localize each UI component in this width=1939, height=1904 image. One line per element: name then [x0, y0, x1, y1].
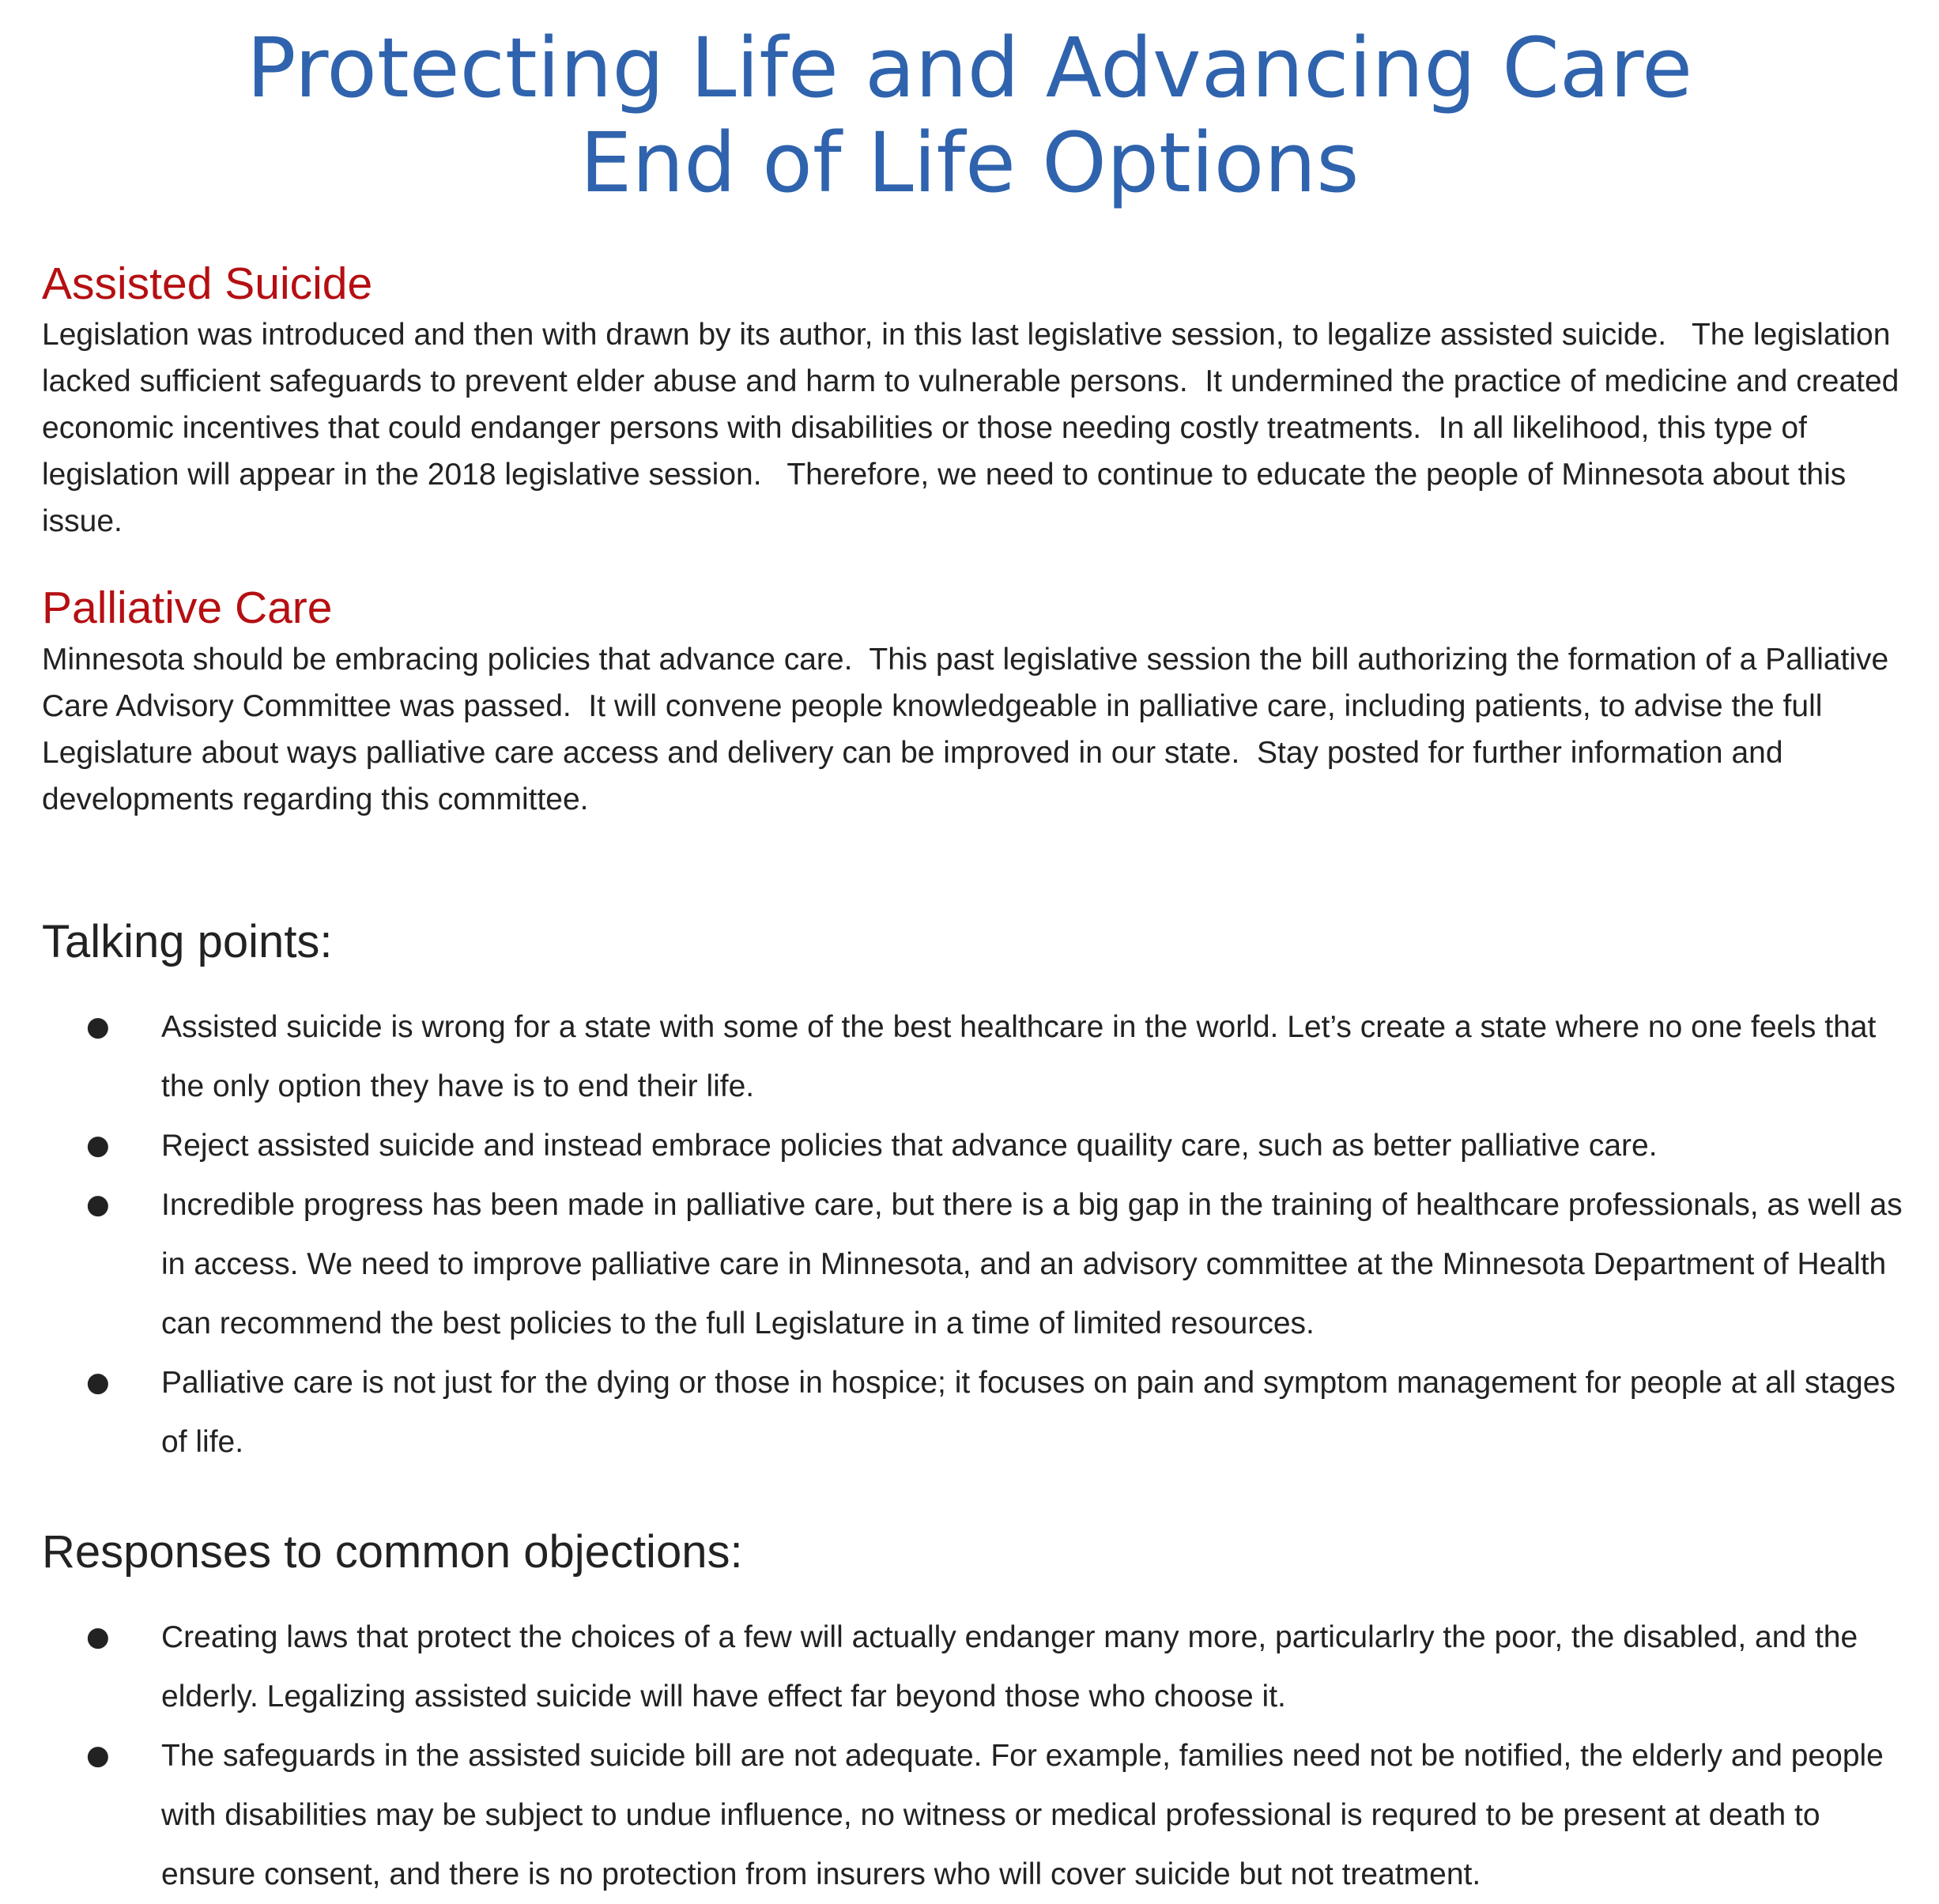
- objections-list: [0, 1608, 1939, 1904]
- bullet-icon: ●: [86, 1129, 110, 1161]
- bullet-icon: ●: [86, 1621, 110, 1653]
- list-item: [0, 1608, 1939, 1726]
- list-item: [0, 997, 1939, 1116]
- palliative-care-heading: Palliative Care: [42, 583, 333, 633]
- list-item-text: Reject assisted suicide and instead embrace policies that advance quaility care, such as better palliative care.: [161, 1129, 1658, 1163]
- list-item: [0, 1116, 1939, 1175]
- objections-heading: Responses to common objections:: [42, 1526, 743, 1578]
- bullet-icon: ●: [86, 1011, 110, 1042]
- palliative-care-paragraph: Minnesota should be embracing policies that advance care. This past legislative session the bill authorizing the formation of a Palliative Care Advisory Committee was passed. It will convene people knowledgeable in palliative care, including patients, to advise the full Legislature about ways palliative care access and delivery can be improved in our state. Stay posted for further information and developments regarding this committee.: [42, 643, 1898, 816]
- list-item: [0, 1726, 1939, 1904]
- bullet-icon: ●: [86, 1189, 110, 1220]
- list-item: [0, 1175, 1939, 1353]
- bullet-icon: ●: [86, 1367, 110, 1398]
- assisted-suicide-heading: Assisted Suicide: [42, 258, 373, 309]
- list-item-text: Assisted suicide is wrong for a state with some of the best healthcare in the world. Let’s create a state where no one feels that the only option they have is to end their life.: [161, 1010, 1877, 1103]
- talking-points-list: [0, 997, 1939, 1472]
- list-item-text: Incredible progress has been made in palliative care, but there is a big gap in the training of healthcare professionals, as well as in access. We need to improve palliative care in Minnesota, and an advisory committee at the Minnesota Department of Health can recommend the best policies to the full Legislature in a time of limited resources.: [161, 1188, 1903, 1340]
- list-item-text: Creating laws that protect the choices of a few will actually endanger many more, particularlry the poor, the disabled, and the elderly. Legalizing assisted suicide will have effect far beyond those who choose it.: [161, 1620, 1858, 1714]
- talking-points-heading: Talking points:: [42, 916, 333, 967]
- document-title-line-2: End of Life Options: [579, 115, 1360, 211]
- assisted-suicide-paragraph: Legislation was introduced and then with drawn by its author, in this last legislative session, to legalize assisted suicide. The legislation lacked sufficient safeguards to prevent elder abuse and harm to vulnerable persons. It undermined the practice of medicine and created economic incentives that could endanger persons with disabilities or those needing costly treatments. In all likelihood, this type of legislation will appear in the 2018 legislative session. Therefore, we need to continue to educate the people of Minnesota about this issue.: [42, 318, 1908, 538]
- document-title-line-1: Protecting Life and Advancing Care: [246, 20, 1693, 116]
- list-item-text: Palliative care is not just for the dying or those in hospice; it focuses on pain and symptom management for people at all stages of life.: [161, 1366, 1896, 1459]
- bullet-icon: ●: [86, 1740, 110, 1771]
- list-item-text: The safeguards in the assisted suicide bill are not adequate. For example, families need not be notified, the elderly and people with disabilities may be subject to undue influence, no witness or medical professional is requred to be present at death to ensure consent, and there is no protection from insurers who will cover suicide but not treatment.: [161, 1739, 1884, 1891]
- list-item: [0, 1353, 1939, 1472]
